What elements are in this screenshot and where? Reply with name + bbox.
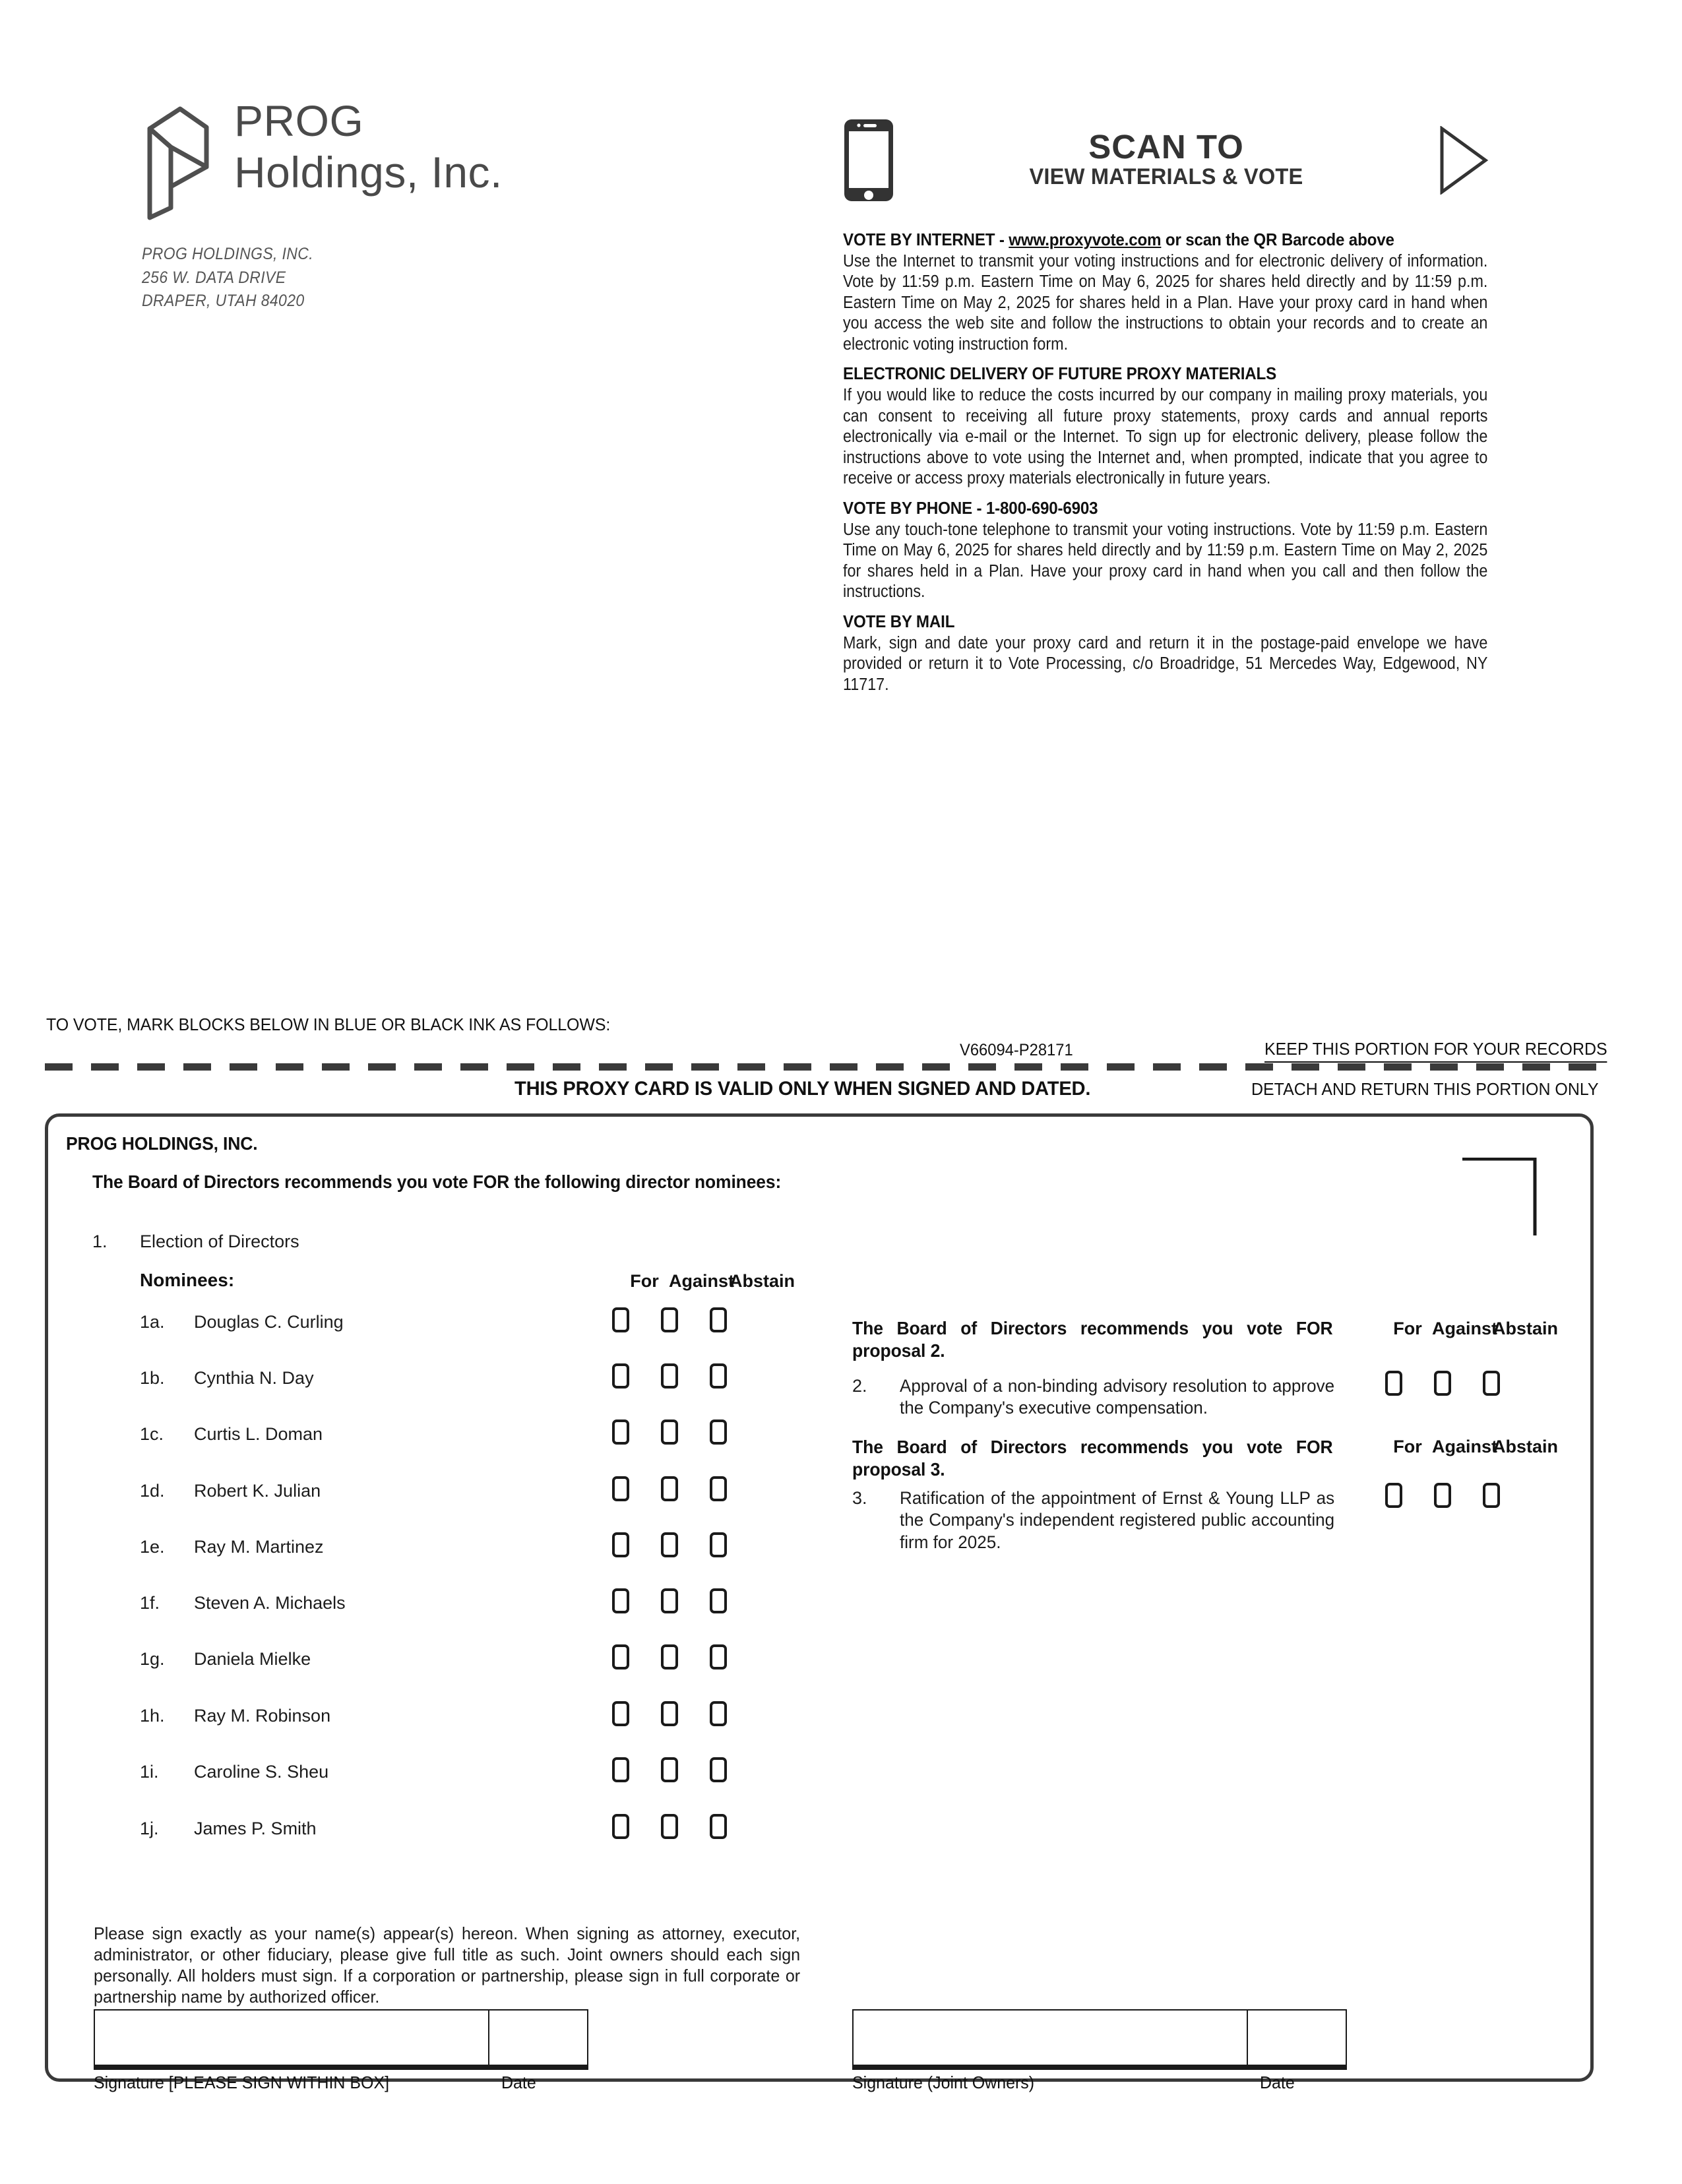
instruction-internet-body: Use the Internet to transmit your voting instructions and for electronic delivery of information. Vote by 11:59 p.m. Eastern Time on May 6, 2025 for shares held directly and by 11:59 p.m. Eastern Time on May 2, 2025 for shares held in a Plan. Have your proxy card in hand when you access the web site and follow the instructions to obtain your records and to create an electronic voting instruction form. [843, 252, 1488, 354]
nominee-id: 1a. [140, 1312, 165, 1332]
column-header-against: Against [1432, 1319, 1498, 1338]
nominee-id: 1b. [140, 1368, 165, 1388]
checkbox-abstain[interactable] [710, 1757, 727, 1782]
checkbox-abstain[interactable] [710, 1701, 727, 1726]
table-row [140, 1537, 826, 1555]
instruction-electronic-delivery [843, 363, 1489, 489]
column-header-abstain: Abstain [730, 1271, 795, 1291]
nominee-name: James P. Smith [194, 1819, 317, 1838]
checkbox-for[interactable] [612, 1420, 629, 1445]
prog-logo-mark-icon [142, 102, 214, 224]
table-row [140, 1593, 826, 1611]
instruction-internet-heading-suffix: or scan the QR Barcode above [1161, 230, 1394, 249]
column-header-abstain: Abstain [1493, 1437, 1559, 1456]
checkbox-abstain[interactable] [1483, 1483, 1500, 1508]
nominee-name: Ray M. Martinez [194, 1537, 324, 1557]
nominee-vote-boxes [612, 1363, 727, 1388]
signature-label-joint: Signature (Joint Owners) [852, 2073, 1035, 2092]
instruction-mail [843, 611, 1489, 695]
checkbox-against[interactable] [661, 1814, 678, 1839]
instruction-mail-heading: VOTE BY MAIL [843, 611, 955, 631]
instruction-phone [843, 498, 1489, 603]
checkbox-for[interactable] [1385, 1371, 1402, 1396]
address-line-3: DRAPER, UTAH 84020 [142, 292, 305, 310]
signature-boxes-primary [94, 2009, 588, 2070]
proposal-2-vote-boxes [1385, 1371, 1500, 1396]
nominee-name: Ray M. Robinson [194, 1706, 331, 1726]
logo-row [142, 96, 551, 224]
date-label-joint: Date [1260, 2073, 1295, 2092]
instruction-electronic-delivery-heading: ELECTRONIC DELIVERY OF FUTURE PROXY MATERIALS [843, 363, 1277, 384]
instruction-internet-heading [843, 230, 1444, 250]
card-company-name: PROG HOLDINGS, INC. [66, 1133, 258, 1154]
column-header-for: For [1393, 1437, 1422, 1456]
checkbox-for[interactable] [612, 1363, 629, 1388]
checkbox-abstain[interactable] [1483, 1371, 1500, 1396]
checkbox-against[interactable] [661, 1420, 678, 1445]
signature-field-joint[interactable] [852, 2009, 1248, 2070]
nominee-name: Douglas C. Curling [194, 1312, 344, 1332]
directors-recommendation-block [92, 1171, 825, 1193]
logo-line-1: PROG [234, 96, 364, 145]
company-address [142, 243, 518, 313]
checkbox-for[interactable] [612, 1701, 629, 1726]
instruction-mail-body: Mark, sign and date your proxy card and return it in the postage-paid envelope we have provided or return it to Vote Processing, c/o Broadridge, 51 Mercedes Way, Edgewood, NY 11717. [843, 633, 1488, 694]
checkbox-against[interactable] [661, 1307, 678, 1332]
table-row [140, 1312, 826, 1330]
proposal-2-number: 2. [852, 1376, 867, 1396]
address-line-1: PROG HOLDINGS, INC. [142, 245, 314, 263]
date-field-joint[interactable] [1248, 2009, 1347, 2070]
checkbox-for[interactable] [612, 1644, 629, 1669]
signature-instructions: Please sign exactly as your name(s) appear(s) hereon. When signing as attorney, executor, administrator, or other fiduciary, please give full title as such. Joint owners should each sign personally. All holders must sign. If a corporation or partnership, please sign in full corporate or partnership name by authorized officer. [94, 1923, 801, 2007]
voting-instructions-panel [843, 99, 1489, 695]
smartphone-icon [843, 118, 894, 203]
table-row [140, 1819, 826, 1837]
nominee-id: 1c. [140, 1424, 164, 1444]
nominee-vote-boxes [612, 1701, 727, 1726]
logo-line-2: Holdings, Inc. [234, 147, 503, 197]
checkbox-for[interactable] [612, 1532, 629, 1557]
table-row [140, 1368, 826, 1387]
column-header-against: Against [1432, 1437, 1498, 1456]
nominee-id: 1e. [140, 1537, 165, 1557]
checkbox-for[interactable] [612, 1307, 629, 1332]
date-label-primary: Date [501, 2073, 536, 2092]
checkbox-for[interactable] [612, 1757, 629, 1782]
proposal-3-vote-boxes [1385, 1483, 1500, 1508]
checkbox-against[interactable] [661, 1644, 678, 1669]
checkbox-abstain[interactable] [710, 1307, 727, 1332]
signature-group-joint [852, 2009, 1347, 2095]
nominee-name: Cynthia N. Day [194, 1368, 314, 1388]
proposal-3-body [852, 1487, 1350, 1553]
checkbox-against[interactable] [661, 1363, 678, 1388]
checkbox-against[interactable] [661, 1476, 678, 1501]
nominee-vote-boxes [612, 1420, 727, 1445]
checkbox-abstain[interactable] [710, 1588, 727, 1613]
nominee-id: 1i. [140, 1762, 159, 1782]
scan-title: SCAN TO [1088, 127, 1244, 166]
checkbox-abstain[interactable] [710, 1363, 727, 1388]
checkbox-abstain[interactable] [710, 1814, 727, 1839]
proposal-2-body [852, 1375, 1350, 1420]
checkbox-abstain[interactable] [710, 1644, 727, 1669]
signature-labels-joint [852, 2073, 1347, 2095]
nominee-name: Robert K. Julian [194, 1481, 321, 1501]
nominee-name: Daniela Mielke [194, 1649, 311, 1669]
signature-boxes-joint [852, 2009, 1347, 2070]
checkbox-against[interactable] [661, 1701, 678, 1726]
nominees-label: Nominees: [140, 1270, 235, 1290]
nominee-id: 1d. [140, 1481, 165, 1501]
signature-field-primary[interactable] [94, 2009, 489, 2070]
checkbox-abstain[interactable] [710, 1420, 727, 1445]
nominee-name: Steven A. Michaels [194, 1593, 346, 1613]
column-header-for: For [1393, 1319, 1422, 1338]
control-number: V66094-P28171 [960, 1041, 1073, 1059]
instruction-phone-heading: VOTE BY PHONE - 1-800-690-6903 [843, 497, 1098, 518]
proxy-valid-notice: THIS PROXY CARD IS VALID ONLY WHEN SIGNED AND DATED. [514, 1078, 1091, 1100]
checkbox-for[interactable] [1385, 1483, 1402, 1508]
checkbox-for[interactable] [612, 1588, 629, 1613]
nominee-vote-boxes [612, 1588, 727, 1613]
table-row [140, 1481, 826, 1499]
proposal-3-number: 3. [852, 1488, 867, 1508]
scan-to-vote-text [894, 127, 1438, 191]
perforation-divider [45, 1063, 1599, 1071]
nominee-id: 1g. [140, 1649, 165, 1669]
proposal-3-text: Ratification of the appointment of Ernst & Young LLP as the Company's independent registered public accounting firm for 2025. [900, 1488, 1335, 1552]
checkbox-for[interactable] [612, 1814, 629, 1839]
detach-portion-label: DETACH AND RETURN THIS PORTION ONLY [1251, 1079, 1599, 1099]
date-field-primary[interactable] [489, 2009, 588, 2070]
alignment-corner-mark-icon [1461, 1158, 1540, 1237]
nominee-id: 1j. [140, 1819, 159, 1838]
checkbox-against[interactable] [1434, 1371, 1451, 1396]
table-row [140, 1762, 826, 1780]
nominee-vote-boxes [612, 1814, 727, 1839]
proxyvote-link[interactable]: www.proxyvote.com [1009, 230, 1162, 249]
column-header-for: For [630, 1271, 659, 1291]
proposal-1-row [92, 1232, 299, 1252]
checkbox-against[interactable] [661, 1588, 678, 1613]
signature-label-primary: Signature [PLEASE SIGN WITHIN BOX] [94, 2073, 390, 2092]
address-line-2: 256 W. DATA DRIVE [142, 268, 286, 287]
checkbox-against[interactable] [661, 1532, 678, 1557]
scan-subtitle: VIEW MATERIALS & VOTE [1029, 164, 1303, 189]
nominee-id: 1f. [140, 1593, 160, 1613]
checkbox-against[interactable] [661, 1757, 678, 1782]
checkbox-for[interactable] [612, 1476, 629, 1501]
nominee-vote-boxes [612, 1307, 727, 1332]
proposal-2-recommendation: The Board of Directors recommends you vote FOR proposal 2. [852, 1318, 1333, 1361]
table-row [140, 1706, 826, 1724]
checkbox-against[interactable] [1434, 1483, 1451, 1508]
column-header-against: Against [669, 1271, 735, 1291]
proposal-1-title: Election of Directors [140, 1232, 299, 1251]
table-row [140, 1424, 826, 1443]
proposal-2-text: Approval of a non-binding advisory resolution to approve the Company's executive compensation. [900, 1376, 1335, 1418]
table-row [140, 1649, 826, 1668]
nominee-name: Curtis L. Doman [194, 1424, 323, 1444]
nominee-vote-boxes [612, 1757, 727, 1782]
signature-labels-primary [94, 2073, 588, 2095]
instruction-electronic-delivery-body: If you would like to reduce the costs incurred by our company in mailing proxy materials, you can consent to receiving all future proxy statements, proxy cards and annual reports electronically via e-mail or the Internet. To sign up for electronic delivery, please follow the instructions above to vote using the Internet and, when prompted, indicate that you agree to receive or access proxy materials electronically in future years. [843, 386, 1488, 488]
nominee-name: Caroline S. Sheu [194, 1762, 329, 1782]
instruction-internet [843, 230, 1489, 355]
column-header-abstain: Abstain [1493, 1319, 1559, 1338]
vote-column-headers-proposal-3 [1383, 1437, 1559, 1457]
logo-wordmark [234, 96, 503, 199]
directors-recommendation-text: The Board of Directors recommends you vote FOR the following director nominees: [92, 1171, 782, 1192]
play-triangle-icon [1438, 126, 1489, 195]
mark-blocks-instruction: TO VOTE, MARK BLOCKS BELOW IN BLUE OR BLACK INK AS FOLLOWS: [46, 1014, 611, 1034]
proposal-3-recommendation: The Board of Directors recommends you vote FOR proposal 3. [852, 1437, 1333, 1480]
signature-group-primary [94, 2009, 588, 2095]
nominee-vote-boxes [612, 1644, 727, 1669]
nominee-id: 1h. [140, 1706, 165, 1726]
instruction-internet-heading-prefix: VOTE BY INTERNET - [843, 230, 1009, 249]
nominee-vote-boxes [612, 1532, 727, 1557]
checkbox-abstain[interactable] [710, 1476, 727, 1501]
instruction-phone-body: Use any touch-tone telephone to transmit your voting instructions. Vote by 11:59 p.m. Eastern Time on May 6, 2025 for shares held directly and by 11:59 p.m. Eastern Time on May 2, 2025 for shares held in a Plan. Have your proxy card in hand when you call and then follow the instructions. [843, 520, 1488, 602]
company-logo-block [142, 96, 551, 313]
vote-column-headers-proposal-2 [1383, 1319, 1559, 1339]
nominee-vote-boxes [612, 1476, 727, 1501]
checkbox-abstain[interactable] [710, 1532, 727, 1557]
keep-portion-label: KEEP THIS PORTION FOR YOUR RECORDS [1264, 1039, 1607, 1063]
vote-column-headers-left [620, 1271, 795, 1292]
proposal-1-number: 1. [92, 1232, 108, 1251]
scan-to-vote-banner [843, 99, 1489, 221]
